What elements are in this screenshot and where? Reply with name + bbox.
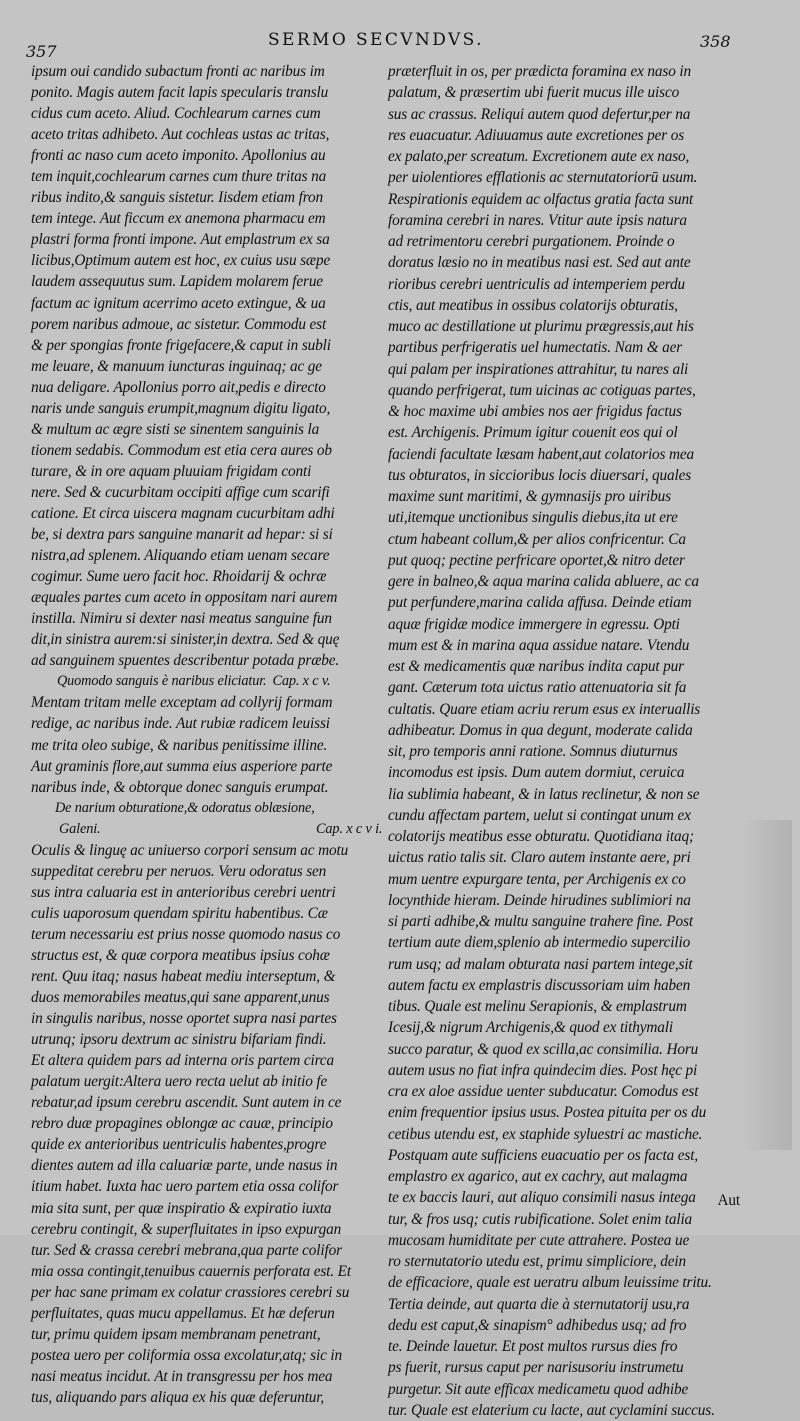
text-line: ps fuerit, rursus caput per narisusoriu instrumetu xyxy=(388,1359,684,1377)
chapter-number: Cap. x c v i. xyxy=(316,820,383,837)
text-line: rent. Quu itaq; nasus habeat mediu interseptum, & xyxy=(31,968,336,986)
text-line: tus obturatos, in siccioribus locis diuersari, quales xyxy=(388,466,692,484)
text-line: tur, & fros usq; cutis rubificatione. Solet enim talia xyxy=(388,1210,693,1228)
text-line: factum ac ignitum acerrimo aceto extingue, & ua xyxy=(31,294,326,312)
text-line: purgetur. Sit aute efficax medicametu quod adhibe xyxy=(388,1380,689,1398)
text-line: æquales partes cum aceto in oppositam nari aurem xyxy=(31,589,338,607)
text-line: autem factu ex emplastris discussoriam uim haben xyxy=(388,976,691,994)
text-line: culis uaporosum quendam spiritu habentibus. Cæ xyxy=(31,904,328,922)
catchword: Aut xyxy=(717,1192,740,1209)
text-line: naribus inde, & obtorque donec sanguis erumpat. xyxy=(31,778,329,796)
text-line: ex palato,per screatum. Excretionem aute ex naso, xyxy=(388,148,690,165)
chapter-number: Cap. x c v. xyxy=(272,673,331,690)
text-line: redige, ac naribus inde. Aut rubiæ radicem leuissi xyxy=(31,715,330,733)
text-line: & hoc maxime ubi ambies nos aer frigidus factus xyxy=(388,403,682,420)
text-line: in singulis naribus, nosse oportet supra nasi partes xyxy=(31,1010,337,1028)
show-through-shadow xyxy=(742,820,792,1150)
text-line: rioribus cerebri uentriculis ad intemperiem perdu xyxy=(388,275,685,293)
text-line: ctis, aut meatibus in ossibus colatorijs obturatis, xyxy=(388,296,678,314)
text-line: suppeditat cerebru per neruos. Veru odoratus sen xyxy=(31,862,327,880)
text-line: itium habet. Iuxta hac uero partem etia ossa colifor xyxy=(31,1178,339,1196)
text-line: præterfluit in os, per prædicta foramina ex naso in xyxy=(388,63,691,80)
text-line: locynthide hieram. Deinde hirudines sublimiori na xyxy=(388,891,691,909)
text-line: nere. Sed & cucurbitam occipiti affige cum scarifi xyxy=(31,483,330,501)
text-line: quando perfrigerat, tum uicinas ac cotiguas partes, xyxy=(388,381,696,399)
text-line: put perfundere,marina calida affusa. Deinde etiam xyxy=(388,594,692,612)
text-line: Postquam aute sufficiens euacuatio per os facta est, xyxy=(388,1146,698,1164)
text-line: rebro duæ propagines oblongæ ac cauæ, principio xyxy=(31,1115,333,1133)
text-line: tem inquit,cochlearum carnes cum thure tritas na xyxy=(31,168,327,186)
text-line: catione. Et circa uiscera magnam cucurbitam adhi xyxy=(31,504,335,522)
text-line: terum necessariu est prius nosse quomodo nasus co xyxy=(31,925,341,943)
text-line: emplastro ex agarico, aut ex cachry, aut malagma xyxy=(388,1168,688,1185)
text-line: rebatur,ad ipsum cerebru ascendit. Sunt autem in ce xyxy=(31,1094,342,1112)
text-line: duos memorabiles meatus,qui sane apparent,unus xyxy=(31,989,330,1007)
chapter-heading-text: De narium obturatione,& odoratus oblæsione, xyxy=(55,799,315,816)
text-line: dientes autem ad illa caluariæ parte, unde nasus in xyxy=(31,1157,338,1175)
text-line: nasi meatus incidut. At in transgressu per hos mea xyxy=(31,1367,333,1385)
text-line: si parti adhibe,& multu sanguine trahere fine. Post xyxy=(388,913,693,930)
text-line: dedu est caput,& sinapism° adhibedus usq; ad fro xyxy=(388,1316,687,1334)
text-line: Oculis & linguę ac uniuerso corpori sensum ac motu xyxy=(31,841,349,859)
text-line: sus ac crassus. Reliqui autem quod defertur,per na xyxy=(388,105,691,123)
text-line: sit, pro temporis anni ratione. Somnus diuturnus xyxy=(388,743,678,760)
text-line: autem usus no fiat infra quindecim dies. Post hęc pi xyxy=(388,1061,698,1079)
text-line: Icesij,& nigrum Archigenis,& quod ex tithymali xyxy=(388,1019,673,1037)
text-line: & multum ac ægre sisti se sinentem sanguinis la xyxy=(31,420,320,438)
text-line: me trita oleo subige, & naribus penitissime illine. xyxy=(31,736,328,754)
text-line: cetibus utendu est, ex staphide syluestri ac mastiche. xyxy=(388,1125,703,1143)
text-line: tur. Quale est elaterium cu lacte, aut cyclamini succus. xyxy=(388,1401,715,1419)
text-line: qui palam per inspirationes attrahitur, tu nares ali xyxy=(388,360,689,378)
text-line: naris unde sanguis erumpit,magnum digitu ligato, xyxy=(31,399,331,417)
text-line: foramina cerebri in nares. Vtitur aute ipsis natura xyxy=(388,211,687,229)
right-text-column xyxy=(388,61,738,1421)
text-line: cundu affectam partem, uelut si contingat unum ex xyxy=(388,806,691,824)
text-line: licibus,Optimum autem est hoc, ex cuius usu sæpe xyxy=(31,252,331,270)
left-text-column xyxy=(31,61,383,1408)
text-line: instilla. Nimiru si dexter nasi meatus sanguine fun xyxy=(31,610,332,628)
text-line: sus intra caluaria est in anterioribus cerebri uentri xyxy=(31,883,336,901)
text-line: te. Deinde lauetur. Et post multos rursus dies fro xyxy=(388,1338,678,1355)
text-line: postea uero per coliformia ossa excolatur,atq; sic in xyxy=(31,1346,342,1364)
text-line: muco ac destillatione ut plurimu prægressis,aut his xyxy=(388,318,694,335)
text-line: ctum habeant collum,& per alios confricentur. Ca xyxy=(388,530,686,548)
running-title: SERMO SECVNDVS. xyxy=(268,30,484,50)
text-line: per uiolentiores efflationis ac sternutatoriorū usum. xyxy=(388,169,698,187)
text-line: de efficaciore, quale est ueratru album leuissime tritu. xyxy=(388,1274,712,1292)
text-line: succo paratur, & quod ex scilla,ac consimilia. Horu xyxy=(388,1040,699,1058)
text-line: Tertia deinde, aut quarta die à sternutatorij usu,ra xyxy=(388,1295,690,1313)
text-line: dit,in sinistra aurem:si sinister,in dextra. Sed & quę xyxy=(31,631,340,649)
text-line: mucosam humiditate per cute attrahere. Postea ue xyxy=(388,1231,690,1249)
text-line: turare, & in ore aquam pluuiam frigidam conti xyxy=(31,462,312,480)
page-number-left: 357 xyxy=(26,42,57,61)
text-line: lia sublimia habeant, & in latus reclinetur, & non se xyxy=(388,785,700,803)
text-line: cogimur. Sume uero facit hoc. Rhoidarij & ochræ xyxy=(31,568,327,586)
text-line: enim frequentior ipsius usus. Postea pituita per os du xyxy=(388,1104,707,1122)
text-line: faciendi facultate læsam habent,aut colatorios mea xyxy=(388,445,695,463)
text-line: est. Archigenis. Primum igitur couenit eos qui ol xyxy=(388,424,678,442)
text-line: per hac sane primam ex colatur crassiores cerebri su xyxy=(31,1283,350,1301)
text-line: adhibeatur. Domus in qua degunt, moderate calida xyxy=(388,721,693,739)
chapter-heading-author-line xyxy=(31,819,383,840)
text-line: mia ossa contingit,tenuibus cauernis perforata est. Et xyxy=(31,1262,351,1280)
chapter-heading-95 xyxy=(31,671,383,692)
text-line: cultatis. Quare etiam acriu rerum esus ex interuallis xyxy=(388,700,701,718)
text-line: perfluitates, quas mucu appellamus. Et hæ deferun xyxy=(31,1304,335,1322)
text-line: palatum uergit:Altera uero recta uelut ab initio fe xyxy=(31,1073,328,1091)
text-line: ad retrimentoru cerebri purgationem. Proinde o xyxy=(388,233,675,250)
text-line: est & medicamentis quæ naribus indita caput pur xyxy=(388,658,684,675)
text-line: tem intege. Aut ficcum ex anemona pharmacu em xyxy=(31,210,326,228)
text-line: doratus læsio no in meatibus nasi est. Sed aut ante xyxy=(388,254,691,272)
text-line: utrunq; ipsoru dextrum ac sinistru bifariam findi. xyxy=(31,1031,327,1049)
text-line: tionem sedabis. Commodum est etia cera aures ob xyxy=(31,441,332,459)
text-line: cerebru contingit, & superfluitates in ipso expurgan xyxy=(31,1220,342,1238)
text-line: mia sita sunt, per quæ inspiratio & expiratio iuxta xyxy=(31,1199,332,1217)
text-line: cidus cum aceto. Aliud. Cochlearum carnes cum xyxy=(31,105,321,123)
page-number-right: 358 xyxy=(700,32,731,51)
text-line: gant. Cæterum tota uictus ratio attenuatoria sit fa xyxy=(388,679,687,697)
text-line: maxime sunt maritimi, & gymnasijs pro uiribus xyxy=(388,488,671,505)
text-line: res euacuatur. Adiuuamus aute excretiones per os xyxy=(388,126,684,144)
text-line: te ex baccis lauri, aut aliquo consimili nasus intega xyxy=(388,1189,696,1207)
text-line: tur. Sed & crassa cerebri mebrana,qua parte colifor xyxy=(31,1241,342,1259)
running-head xyxy=(0,30,800,61)
text-line: cra ex aloe assidue uenter subducatur. Comodus est xyxy=(388,1083,699,1100)
text-line: me leuare, & manuum iuncturas inguinaq; ac ge xyxy=(31,357,322,375)
text-line: ro sternutatorio utedu est, primu simpliciore, dein xyxy=(388,1253,686,1270)
text-line: ribus indito,& sanguis sistetur. Iisdem etiam fron xyxy=(31,189,323,207)
text-line: ponito. Magis autem facit lapis specularis translu xyxy=(31,84,329,102)
text-line: mum uentre expurgare tenta, per Archigenis ex co xyxy=(388,870,686,888)
text-line: be, si dextra pars sanguine manarit ad hepar: si si xyxy=(31,526,333,544)
text-line: put quoq; pectine perfricare oportet,& nitro deter xyxy=(388,551,685,569)
text-line: uti,itemque unctionibus singulis diebus,ita ut ere xyxy=(388,509,678,527)
text-line: partibus perfrigeratis uel humectatis. Nam & aer xyxy=(388,339,683,357)
text-line: ad sanguinem spuentes describentur potada præbe. xyxy=(31,652,340,670)
text-line: tibus. Quale est melinu Serapionis, & emplastrum xyxy=(388,998,687,1015)
text-line: rum usq; ad malam obturata nasi partem intege,sit xyxy=(388,955,693,973)
text-line: gere in balneo,& aqua marina calida abluere, ac ca xyxy=(388,573,699,590)
text-line: colatorijs meatibus esse obturatu. Quotidiana itaq; xyxy=(388,828,694,845)
text-line: quide ex anterioribus uentriculis habentes,progre xyxy=(31,1136,327,1154)
text-line: Et altera quidem pars ad interna oris partem circa xyxy=(31,1052,334,1070)
text-line: Mentam tritam melle exceptam ad collyrij formam xyxy=(31,694,333,712)
text-line: uictus ratio talis sit. Claro autem instante aere, pri xyxy=(388,849,691,867)
text-line: Respirationis equidem ac olfactus gratia facta sunt xyxy=(388,190,694,208)
text-line: laudem assequutus sum. Lapidem molarem ferue xyxy=(31,273,323,291)
text-line: ipsum oui candido subactum fronti ac naribus im xyxy=(31,63,325,80)
chapter-author: Galeni. xyxy=(59,820,101,837)
text-line: incomodus est ipsis. Dum autem dormiut, ceruica xyxy=(388,764,685,782)
text-line: & per spongias fronte frigefacere,& caput in subli xyxy=(31,336,331,354)
text-line: plastri forma fronti impone. Aut emplastrum ex sa xyxy=(31,231,330,249)
text-line: tertium aute diem,splenio ab intermedio supercilio xyxy=(388,934,691,952)
text-line: tus, aliquando pars aliqua ex his quæ deferuntur, xyxy=(31,1388,325,1406)
text-line: nistra,ad splenem. Aliquando etiam uenam secare xyxy=(31,547,330,565)
text-line: fronti ac naso cum aceto imponito. Apollonius au xyxy=(31,147,326,165)
text-line: porem naribus admoue, ac sistetur. Commodu est xyxy=(31,315,327,333)
text-line: aceto tritas adhibeto. Aut cochleas ustas ac tritas, xyxy=(31,126,330,144)
chapter-heading-text: Quomodo sanguis è naribus eliciatur. xyxy=(57,673,267,690)
chapter-heading-96 xyxy=(31,798,383,819)
text-line: aquæ frigidæ modice immergere in egressu. Opti xyxy=(388,615,680,633)
text-line: structus est, & quæ corpora meatibus ipsius cohæ xyxy=(31,946,330,964)
text-line: nua deligare. Apollonius porro ait,pedis e directo xyxy=(31,378,326,396)
text-line: palatum, & præsertim ubi fuerit mucus ille uisco xyxy=(388,84,680,102)
text-line: Aut graminis flore,aut summa eius asperiore parte xyxy=(31,757,333,775)
text-line: mum est & in marina aqua assidue natare. Vtendu xyxy=(388,636,690,654)
text-line: tur, primu quidem ipsam membranam penetrant, xyxy=(31,1325,321,1343)
